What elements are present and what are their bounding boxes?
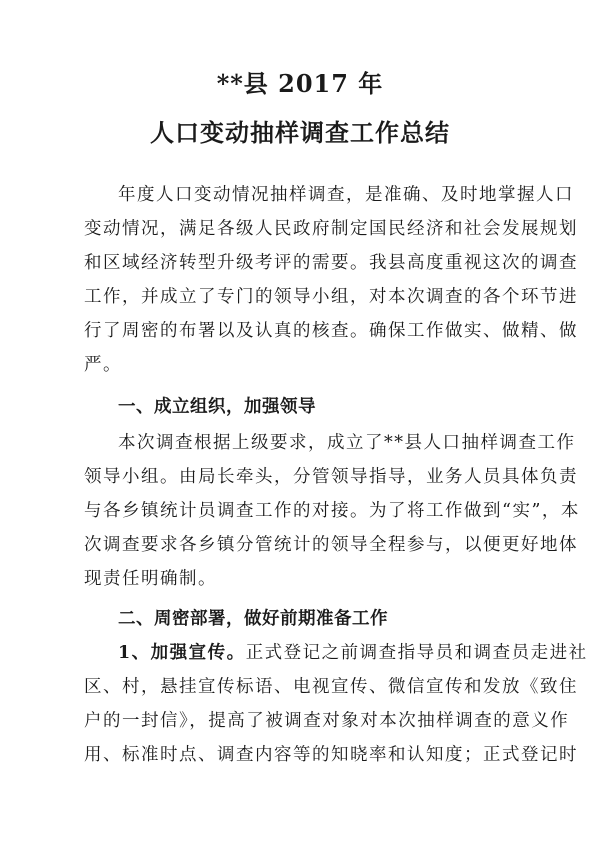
section2-heading: 二、周密部署，做好前期准备工作 [118, 609, 388, 629]
intro-line-1: 年度人口变动情况抽样调查，是准确、及时地掌握人口 [118, 185, 574, 205]
intro-line-4: 工作，并成立了专门的领导小组，对本次调查的各个环节进 [84, 287, 578, 307]
intro-line-6: 严。 [84, 355, 122, 375]
section1-line-5: 现责任明确制。 [84, 569, 217, 589]
section1-line-2: 领导小组。由局长牵头，分管领导指导，业务人员具体负责 [84, 467, 578, 487]
intro-line-3: 和区域经济转型升级考评的需要。我县高度重视这次的调查 [84, 253, 578, 273]
intro-line-2: 变动情况，满足各级人民政府制定国民经济和社会发展规划 [84, 219, 578, 239]
section2-item1-line-2: 区、村，悬挂宣传标语、电视宣传、微信宣传和发放《致住 [84, 677, 578, 697]
section2-item1-label: 1、加强宣传。 [118, 643, 246, 663]
intro-line-5: 行了周密的布署以及认真的核查。确保工作做实、做精、做 [84, 321, 578, 341]
section1-line-4: 次调查要求各乡镇分管统计的领导全程参与，以便更好地体 [84, 535, 578, 555]
section2-item1-first-line [118, 642, 588, 664]
section1-line-1: 本次调查根据上级要求，成立了**县人口抽样调查工作 [118, 433, 576, 453]
section2-item1-line-4: 用、标准时点、调查内容等的知晓率和认知度；正式登记时 [84, 745, 578, 765]
document-title-line2: 人口变动抽样调查工作总结 [150, 118, 450, 147]
section1-line-3: 与各乡镇统计员调查工作的对接。为了将工作做到“实”，本 [84, 501, 580, 521]
document-title-line1: **县 2017 年 [216, 69, 384, 98]
section2-item1-first-rest: 正式登记之前调查指导员和调查员走进社 [245, 643, 588, 663]
section2-item1-line-3: 户的一封信》，提高了被调查对象对本次抽样调查的意义作 [84, 711, 570, 731]
section1-heading: 一、成立组织，加强领导 [118, 397, 316, 417]
